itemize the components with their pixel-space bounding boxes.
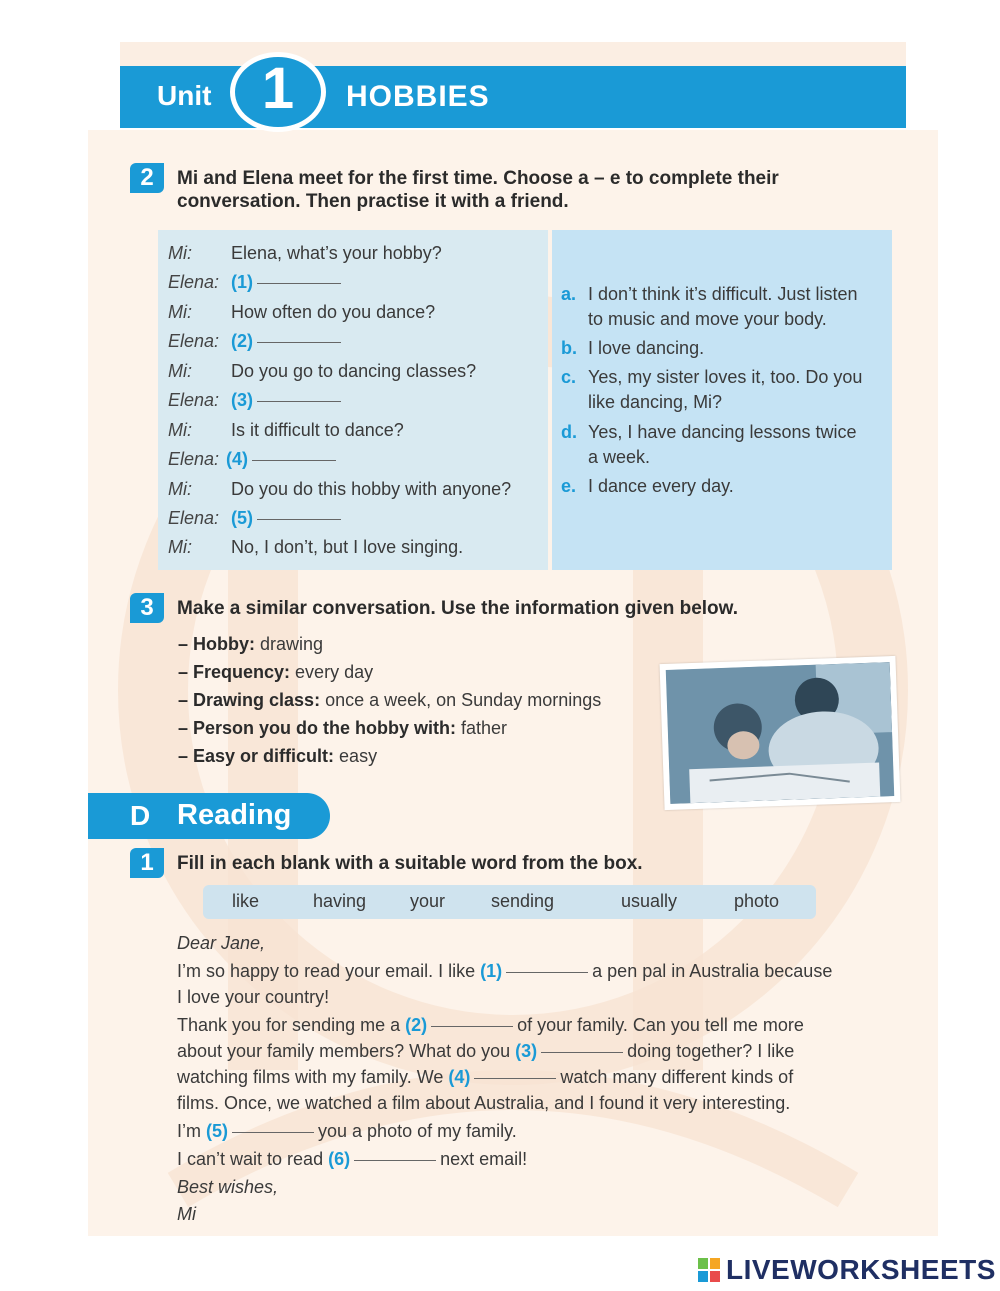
exercise-instruction <box>177 167 779 213</box>
word-option: sending <box>491 891 555 911</box>
instruction-line: conversation. Then practise it with a friend. <box>177 191 569 212</box>
blank-number: (5) <box>206 1121 229 1141</box>
option-text <box>588 365 888 415</box>
dialogue-line: Is it difficult to dance? <box>231 420 404 440</box>
option-line: to music and move your body. <box>588 309 827 329</box>
section-title: Reading <box>177 799 292 831</box>
letter-line <box>177 961 832 982</box>
section-letter: D <box>130 800 151 831</box>
option-line: I dance every day. <box>588 476 734 496</box>
info-label: – Drawing class: <box>178 690 321 710</box>
father-son-drawing-photo <box>660 656 901 810</box>
letter-line: I love your country! <box>177 987 330 1007</box>
speaker-label: Mi: <box>168 479 192 499</box>
photo-illustration <box>666 662 895 804</box>
exercise-instruction: Make a similar conversation. Use the information given below. <box>177 598 739 619</box>
blank-number: (3) <box>515 1041 538 1061</box>
letter-text: watching films with my family. We <box>177 1067 444 1087</box>
speaker-label: Elena: <box>168 449 220 469</box>
speaker-label: Elena: <box>168 508 220 528</box>
info-value: easy <box>334 746 378 766</box>
blank-input[interactable] <box>474 1078 556 1079</box>
option-line: I love dancing. <box>588 338 705 358</box>
blank-input[interactable] <box>257 519 341 520</box>
letter-text: doing together? I like <box>627 1041 795 1061</box>
info-item <box>178 634 323 655</box>
dialogue-line: Do you go to dancing classes? <box>231 361 477 381</box>
option-letter: d. <box>561 422 577 442</box>
blank-number: (2) <box>231 331 253 351</box>
info-value: drawing <box>255 634 324 654</box>
letter-line <box>177 1041 794 1062</box>
letter-line <box>177 1015 804 1036</box>
answer-blank-1 <box>231 272 341 293</box>
option-text <box>588 420 888 470</box>
speaker-label: Mi: <box>168 243 192 263</box>
speaker-label: Mi: <box>168 420 192 440</box>
blank-input[interactable] <box>252 460 336 461</box>
blank-number: (1) <box>231 272 253 292</box>
option-letter: e. <box>561 476 577 496</box>
word-option: having <box>313 891 367 911</box>
letter-text: of your family. Can you tell me more <box>517 1015 804 1035</box>
blank-number: (4) <box>226 449 248 469</box>
info-label: – Easy or difficult: <box>178 746 335 766</box>
word-option: like <box>232 891 260 911</box>
blank-number: (4) <box>448 1067 471 1087</box>
info-item <box>178 690 601 711</box>
info-label: – Hobby: <box>178 634 256 654</box>
info-value: every day <box>290 662 374 682</box>
letter-line <box>177 1149 527 1170</box>
speaker-label: Mi: <box>168 302 192 322</box>
instruction-line: Mi and Elena meet for the first time. Choose a – e to complete their <box>177 168 779 189</box>
blank-input[interactable] <box>506 972 588 973</box>
letter-line <box>177 1067 793 1088</box>
info-value: father <box>456 718 508 738</box>
letter-text: about your family members? What do you <box>177 1041 511 1061</box>
letter-greeting: Dear Jane, <box>177 933 266 953</box>
blank-number: (2) <box>405 1015 428 1035</box>
answer-blank-4 <box>226 449 336 470</box>
blank-number: (6) <box>328 1149 351 1169</box>
blank-input[interactable] <box>257 342 341 343</box>
option-letter: b. <box>561 338 577 358</box>
dialogue-line: How often do you dance? <box>231 302 436 322</box>
blank-input[interactable] <box>232 1132 314 1133</box>
blank-input[interactable] <box>431 1026 513 1027</box>
word-option: photo <box>734 891 780 911</box>
info-item <box>178 662 373 683</box>
liveworksheets-brand[interactable]: LIVEWORKSHEETS <box>726 1254 996 1285</box>
blank-input[interactable] <box>541 1052 623 1053</box>
speaker-label: Mi: <box>168 537 192 557</box>
answer-blank-3 <box>231 390 341 411</box>
exercise-number-badge: 1 <box>130 848 164 878</box>
unit-title: HOBBIES <box>346 80 490 113</box>
speaker-label: Elena: <box>168 331 220 351</box>
option-line: Yes, my sister loves it, too. Do you <box>588 367 863 387</box>
word-option: your <box>410 891 446 911</box>
letter-text: I’m <box>177 1121 201 1141</box>
blank-number: (1) <box>480 961 503 981</box>
option-line: I don’t think it’s difficult. Just listen <box>588 284 858 304</box>
speaker-label: Mi: <box>168 361 192 381</box>
info-label: – Frequency: <box>178 662 291 682</box>
blank-input[interactable] <box>257 283 341 284</box>
option-letter: a. <box>561 284 577 304</box>
letter-signature: Mi <box>177 1204 196 1224</box>
letter-closing: Best wishes, <box>177 1177 279 1197</box>
dialogue-line: Elena, what’s your hobby? <box>231 243 442 263</box>
dialogue-line: No, I don’t, but I love singing. <box>231 537 464 557</box>
speaker-label: Elena: <box>168 272 220 292</box>
answer-blank-2 <box>231 331 341 352</box>
option-line: a week. <box>588 447 651 467</box>
exercise-instruction: Fill in each blank with a suitable word from the box. <box>177 853 643 874</box>
letter-text: Thank you for sending me a <box>177 1015 401 1035</box>
info-item <box>178 746 377 767</box>
answer-blank-5 <box>231 508 341 529</box>
blank-number: (5) <box>231 508 253 528</box>
blank-input[interactable] <box>257 401 341 402</box>
option-line: Yes, I have dancing lessons twice <box>588 422 857 442</box>
option-letter: c. <box>561 367 577 387</box>
option-text <box>588 336 888 361</box>
info-item <box>178 718 507 739</box>
letter-text: I can’t wait to read <box>177 1149 324 1169</box>
unit-label: Unit <box>157 80 212 111</box>
letter-text: watch many different kinds of <box>560 1067 794 1087</box>
unit-number: 1 <box>261 56 295 121</box>
blank-number: (3) <box>231 390 253 410</box>
exercise-number-badge: 3 <box>130 593 164 623</box>
info-value: once a week, on Sunday mornings <box>320 690 602 710</box>
letter-line <box>177 1121 517 1142</box>
speaker-label: Elena: <box>168 390 220 410</box>
letter-text: a pen pal in Australia because <box>592 961 833 981</box>
word-option: usually <box>621 891 678 911</box>
letter-text: I’m so happy to read your email. I like <box>177 961 476 981</box>
dialogue-line: Do you do this hobby with anyone? <box>231 479 512 499</box>
option-line: like dancing, Mi? <box>588 392 723 412</box>
exercise-number-badge: 2 <box>130 163 164 193</box>
liveworksheets-logo-icon <box>698 1258 720 1282</box>
option-text <box>588 474 888 499</box>
photo-image <box>666 662 895 804</box>
info-label: – Person you do the hobby with: <box>178 718 457 738</box>
option-text <box>588 282 888 332</box>
blank-input[interactable] <box>354 1160 436 1161</box>
letter-line: films. Once, we watched a film about Australia, and I found it very interesting. <box>177 1093 791 1113</box>
letter-text: you a photo of my family. <box>318 1121 517 1141</box>
letter-text: next email! <box>440 1149 528 1169</box>
